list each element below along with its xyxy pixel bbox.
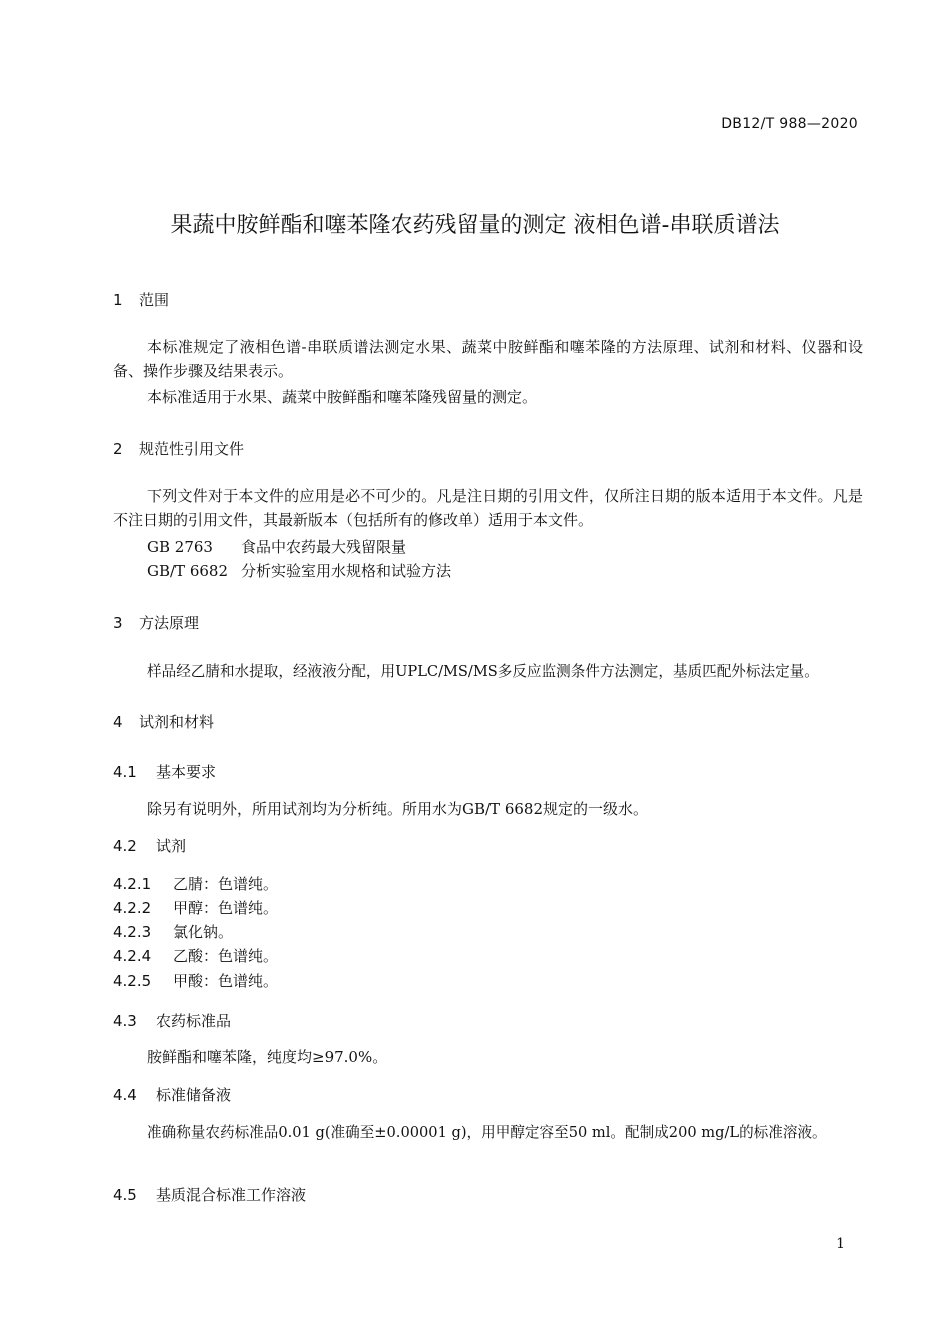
section-number: 4 bbox=[113, 713, 123, 731]
section-title: 规范性引用文件 bbox=[139, 440, 245, 458]
section-title: 试剂和材料 bbox=[139, 713, 215, 731]
document-code: DB12/T 988—2020 bbox=[721, 116, 858, 132]
section-number: 4.3 bbox=[113, 1012, 137, 1030]
section-number: 4.5 bbox=[113, 1186, 137, 1204]
section-title: 试剂 bbox=[156, 837, 187, 855]
page-number: 1 bbox=[836, 1236, 845, 1252]
paragraph: 下列文件对于本文件的应用是必不可少的。凡是注日期的引用文件，仅所注日期的版本适用于本文件。凡是不注日期的引用文件，其最新版本（包括所有的修改单）适用于本文件。 bbox=[113, 487, 863, 529]
section-title: 方法原理 bbox=[139, 614, 200, 632]
reference-code: GB 2763 bbox=[147, 538, 213, 556]
list-item bbox=[113, 873, 278, 894]
subsection-4-3-heading bbox=[113, 1010, 231, 1031]
item-text: 乙腈：色谱纯。 bbox=[173, 875, 279, 893]
subsection-4-1-heading bbox=[113, 761, 216, 782]
list-item bbox=[113, 897, 278, 918]
page-title: 果蔬中胺鲜酯和噻苯隆农药残留量的测定 液相色谱-串联质谱法 bbox=[170, 213, 780, 238]
reference-name: 食品中农药最大残留限量 bbox=[241, 538, 407, 556]
section-title: 基本要求 bbox=[156, 763, 217, 781]
section-number: 4.4 bbox=[113, 1086, 137, 1104]
paragraph: 样品经乙腈和水提取，经液液分配，用UPLC/MS/MS多反应监测条件方法测定，基质匹配外标法定量。 bbox=[147, 663, 819, 680]
subsection-4-2-heading bbox=[113, 835, 186, 856]
subsection-4-5-heading bbox=[113, 1184, 306, 1205]
section-2-heading bbox=[113, 438, 244, 459]
section-title: 范围 bbox=[139, 291, 170, 309]
item-number: 4.2.4 bbox=[113, 947, 152, 965]
section-title: 农药标准品 bbox=[156, 1012, 232, 1030]
reference-name: 分析实验室用水规格和试验方法 bbox=[241, 562, 452, 580]
reference-item bbox=[147, 536, 406, 557]
section-1-heading bbox=[113, 289, 169, 310]
paragraph: 准确称量农药标准品0.01 g(准确至±0.00001 g)，用甲醇定容至50 ml。配制成200 mg/L的标准溶液。 bbox=[147, 1124, 827, 1141]
reference-code: GB/T 6682 bbox=[147, 562, 229, 580]
reference-item bbox=[147, 560, 451, 581]
item-number: 4.2.2 bbox=[113, 899, 152, 917]
item-number: 4.2.3 bbox=[113, 923, 152, 941]
item-text: 甲酸：色谱纯。 bbox=[173, 972, 279, 990]
item-number: 4.2.1 bbox=[113, 875, 152, 893]
section-4-heading bbox=[113, 711, 214, 732]
list-item bbox=[113, 921, 233, 942]
section-number: 4.2 bbox=[113, 837, 137, 855]
item-text: 氯化钠。 bbox=[173, 923, 234, 941]
section-number: 1 bbox=[113, 291, 123, 309]
paragraph: 除另有说明外，所用试剂均为分析纯。所用水为GB/T 6682规定的一级水。 bbox=[147, 800, 649, 818]
paragraph: 胺鲜酯和噻苯隆，纯度均≥97.0%。 bbox=[147, 1048, 388, 1066]
section-3-heading bbox=[113, 612, 199, 633]
section-number: 4.1 bbox=[113, 763, 137, 781]
list-item bbox=[113, 970, 278, 991]
section-number: 3 bbox=[113, 614, 123, 632]
list-item bbox=[113, 945, 278, 966]
paragraph: 本标准适用于水果、蔬菜中胺鲜酯和噻苯隆残留量的测定。 bbox=[147, 388, 538, 406]
section-title: 标准储备液 bbox=[156, 1086, 232, 1104]
section-number: 2 bbox=[113, 440, 123, 458]
paragraph: 本标准规定了液相色谱-串联质谱法测定水果、蔬菜中胺鲜酯和噻苯隆的方法原理、试剂和材料、仪器和设备、操作步骤及结果表示。 bbox=[113, 338, 863, 380]
item-text: 乙酸：色谱纯。 bbox=[173, 947, 279, 965]
item-number: 4.2.5 bbox=[113, 972, 152, 990]
item-text: 甲醇：色谱纯。 bbox=[173, 899, 279, 917]
subsection-4-4-heading bbox=[113, 1084, 231, 1105]
section-title: 基质混合标准工作溶液 bbox=[156, 1186, 307, 1204]
